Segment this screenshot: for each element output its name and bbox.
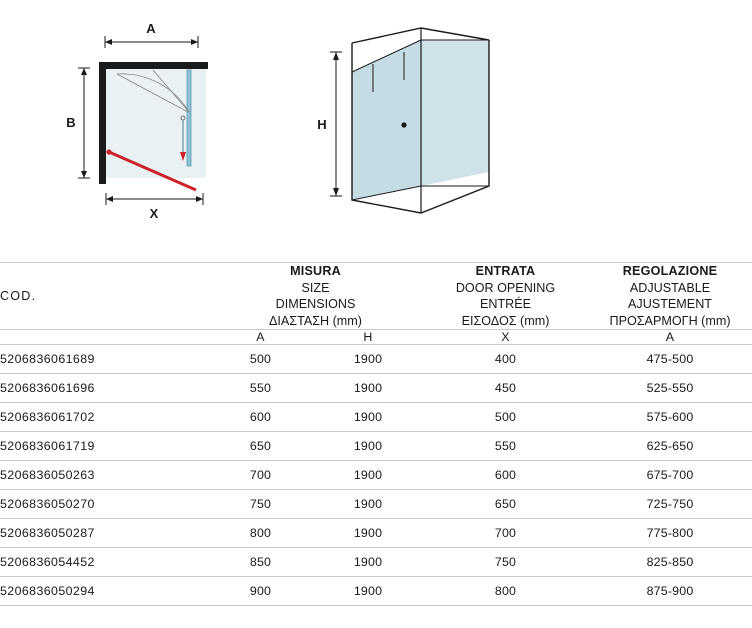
specification-table bbox=[0, 262, 752, 606]
perspective-view-diagram bbox=[330, 28, 489, 213]
header-adjustment-line1: REGOLAZIONE bbox=[622, 264, 718, 278]
cell-size-a: 900 bbox=[208, 577, 313, 606]
cell-opening-x: 500 bbox=[423, 403, 588, 432]
plan-view-diagram bbox=[78, 36, 208, 205]
header-opening-line1: ENTRATA bbox=[475, 264, 536, 278]
cell-adjustment-a: 575-600 bbox=[588, 403, 752, 432]
header-size bbox=[208, 263, 423, 330]
header-adjustment bbox=[588, 263, 752, 330]
cell-opening-x: 550 bbox=[423, 432, 588, 461]
cell-size-h: 1900 bbox=[313, 345, 423, 374]
cell-opening-x: 750 bbox=[423, 548, 588, 577]
cell-size-a: 850 bbox=[208, 548, 313, 577]
cell-adjustment-a: 775-800 bbox=[588, 519, 752, 548]
plan-label-a: A bbox=[146, 21, 156, 36]
cell-size-a: 650 bbox=[208, 432, 313, 461]
cell-code: 5206836061689 bbox=[0, 345, 208, 374]
cell-opening-x: 600 bbox=[423, 461, 588, 490]
header-code: COD. bbox=[0, 263, 208, 330]
cell-size-h: 1900 bbox=[313, 490, 423, 519]
subheader-a: A bbox=[208, 330, 313, 345]
cell-size-a: 600 bbox=[208, 403, 313, 432]
table-head bbox=[0, 263, 752, 345]
subheader-adj: A bbox=[588, 330, 752, 345]
cell-opening-x: 400 bbox=[423, 345, 588, 374]
cell-size-a: 700 bbox=[208, 461, 313, 490]
header-opening bbox=[423, 263, 588, 330]
cell-adjustment-a: 625-650 bbox=[588, 432, 752, 461]
header-size-line3: DIMENSIONS bbox=[275, 297, 356, 312]
cell-size-h: 1900 bbox=[313, 519, 423, 548]
cell-size-a: 550 bbox=[208, 374, 313, 403]
cell-size-h: 1900 bbox=[313, 548, 423, 577]
header-opening-line4: ΕΙΣΟΔΟΣ (mm) bbox=[461, 313, 550, 328]
cell-size-a: 800 bbox=[208, 519, 313, 548]
table-row bbox=[0, 577, 752, 606]
diagram-area bbox=[0, 0, 752, 262]
header-opening-line3: ENTRÉE bbox=[479, 297, 532, 312]
table-row bbox=[0, 519, 752, 548]
cell-adjustment-a: 525-550 bbox=[588, 374, 752, 403]
cell-size-h: 1900 bbox=[313, 577, 423, 606]
header-adjustment-line3: AJUSTEMENT bbox=[628, 297, 712, 312]
technical-drawings bbox=[0, 0, 752, 262]
cell-size-a: 750 bbox=[208, 490, 313, 519]
cell-opening-x: 800 bbox=[423, 577, 588, 606]
cell-code: 5206836054452 bbox=[0, 548, 208, 577]
cell-opening-x: 700 bbox=[423, 519, 588, 548]
cell-code: 5206836061696 bbox=[0, 374, 208, 403]
cell-code: 5206836050270 bbox=[0, 490, 208, 519]
table-row bbox=[0, 374, 752, 403]
table-row bbox=[0, 548, 752, 577]
plan-label-b: B bbox=[66, 115, 76, 130]
cell-size-h: 1900 bbox=[313, 374, 423, 403]
cell-code: 5206836061719 bbox=[0, 432, 208, 461]
perspective-label-h: H bbox=[317, 117, 327, 132]
cell-size-h: 1900 bbox=[313, 461, 423, 490]
cell-opening-x: 650 bbox=[423, 490, 588, 519]
header-size-line4: ΔΙΑΣΤΑΣΗ (mm) bbox=[268, 313, 362, 328]
cell-adjustment-a: 475-500 bbox=[588, 345, 752, 374]
header-adjustment-line2: ADJUSTABLE bbox=[629, 280, 711, 295]
cell-code: 5206836061702 bbox=[0, 403, 208, 432]
cell-code: 5206836050263 bbox=[0, 461, 208, 490]
header-row bbox=[0, 263, 752, 330]
plan-label-x: X bbox=[149, 206, 159, 221]
cell-size-h: 1900 bbox=[313, 432, 423, 461]
table-row bbox=[0, 461, 752, 490]
header-adjustment-line4: ΠΡΟΣΑΡΜΟΓΗ (mm) bbox=[609, 313, 731, 328]
table-row bbox=[0, 345, 752, 374]
cell-opening-x: 450 bbox=[423, 374, 588, 403]
cell-adjustment-a: 675-700 bbox=[588, 461, 752, 490]
cell-size-a: 500 bbox=[208, 345, 313, 374]
subheader-x: X bbox=[423, 330, 588, 345]
table-row bbox=[0, 432, 752, 461]
table-row bbox=[0, 403, 752, 432]
cell-code: 5206836050287 bbox=[0, 519, 208, 548]
cell-adjustment-a: 825-850 bbox=[588, 548, 752, 577]
table-row bbox=[0, 490, 752, 519]
cell-adjustment-a: 875-900 bbox=[588, 577, 752, 606]
table-body bbox=[0, 345, 752, 606]
subheader-h: H bbox=[313, 330, 423, 345]
subheader-row bbox=[0, 330, 752, 345]
cell-code: 5206836050294 bbox=[0, 577, 208, 606]
subheader-blank bbox=[0, 330, 208, 345]
header-opening-line2: DOOR OPENING bbox=[455, 280, 556, 295]
header-size-line1: MISURA bbox=[290, 264, 341, 278]
cell-adjustment-a: 725-750 bbox=[588, 490, 752, 519]
cell-size-h: 1900 bbox=[313, 403, 423, 432]
header-size-line2: SIZE bbox=[301, 280, 330, 295]
